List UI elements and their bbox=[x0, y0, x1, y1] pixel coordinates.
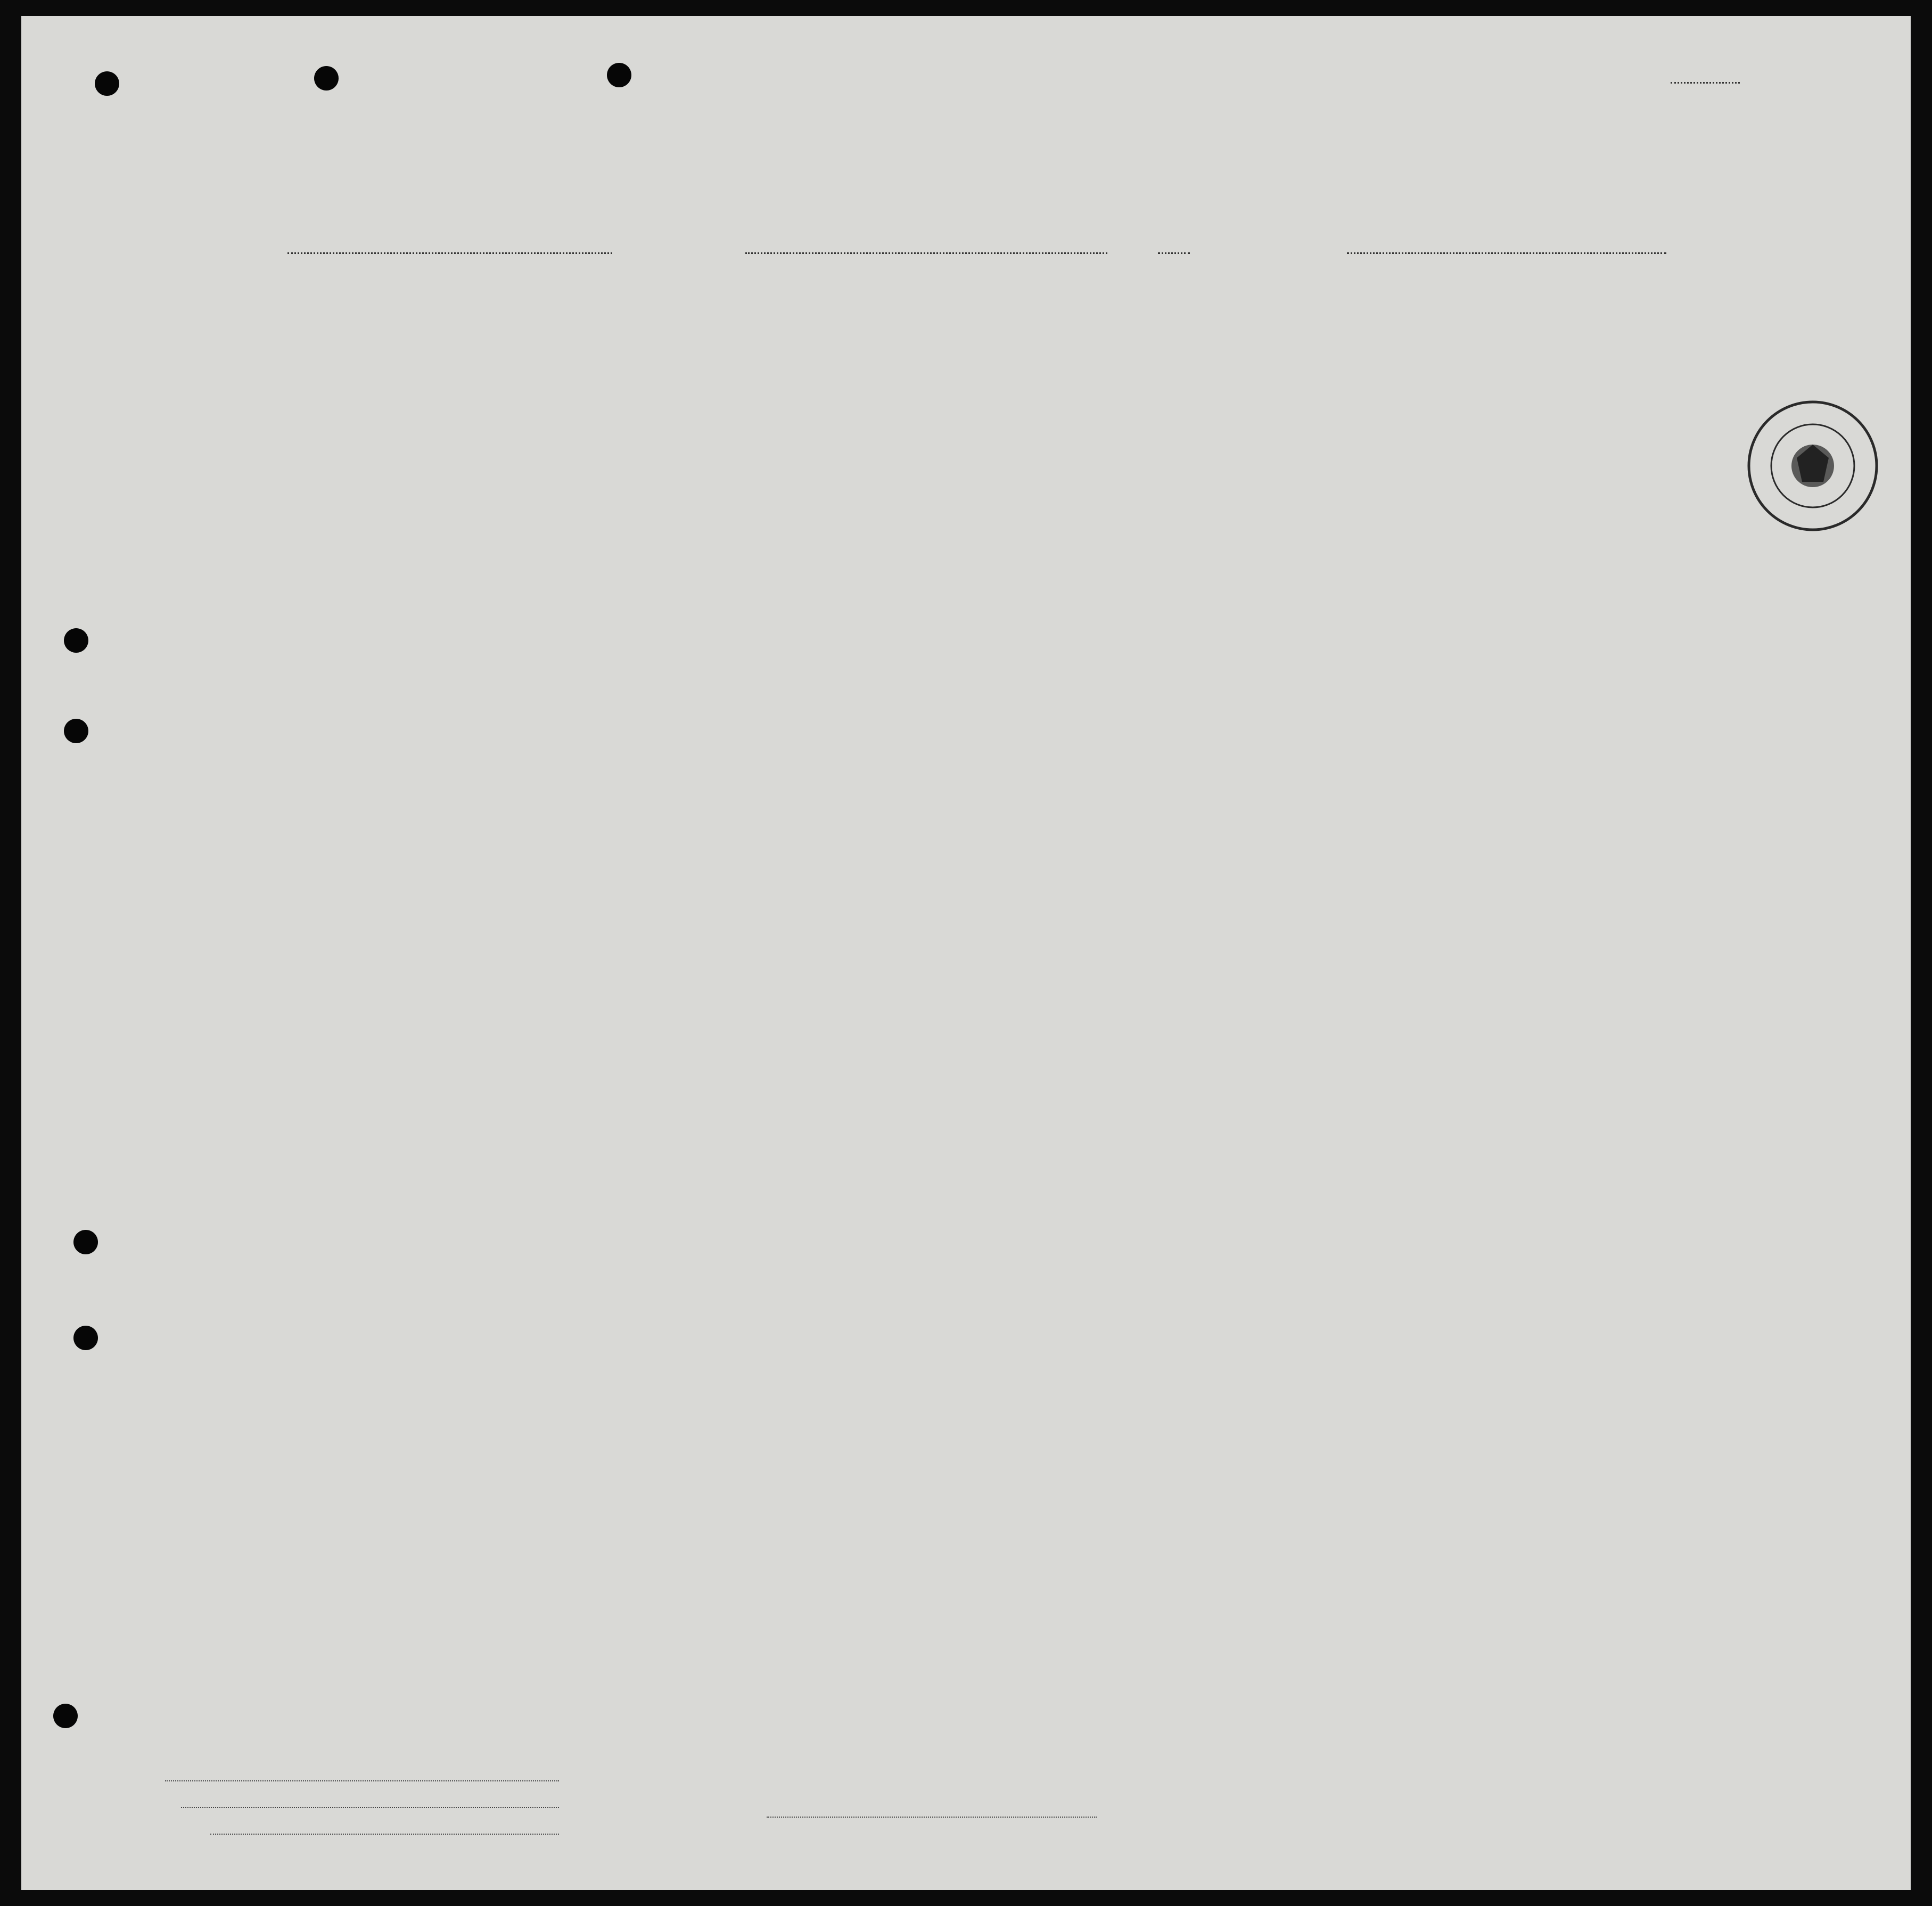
inspector-signature bbox=[740, 1741, 1123, 1858]
table-grid bbox=[21, 16, 1911, 1890]
consulate-stamp bbox=[1736, 389, 1890, 543]
manifest-sheet bbox=[21, 16, 1911, 1890]
